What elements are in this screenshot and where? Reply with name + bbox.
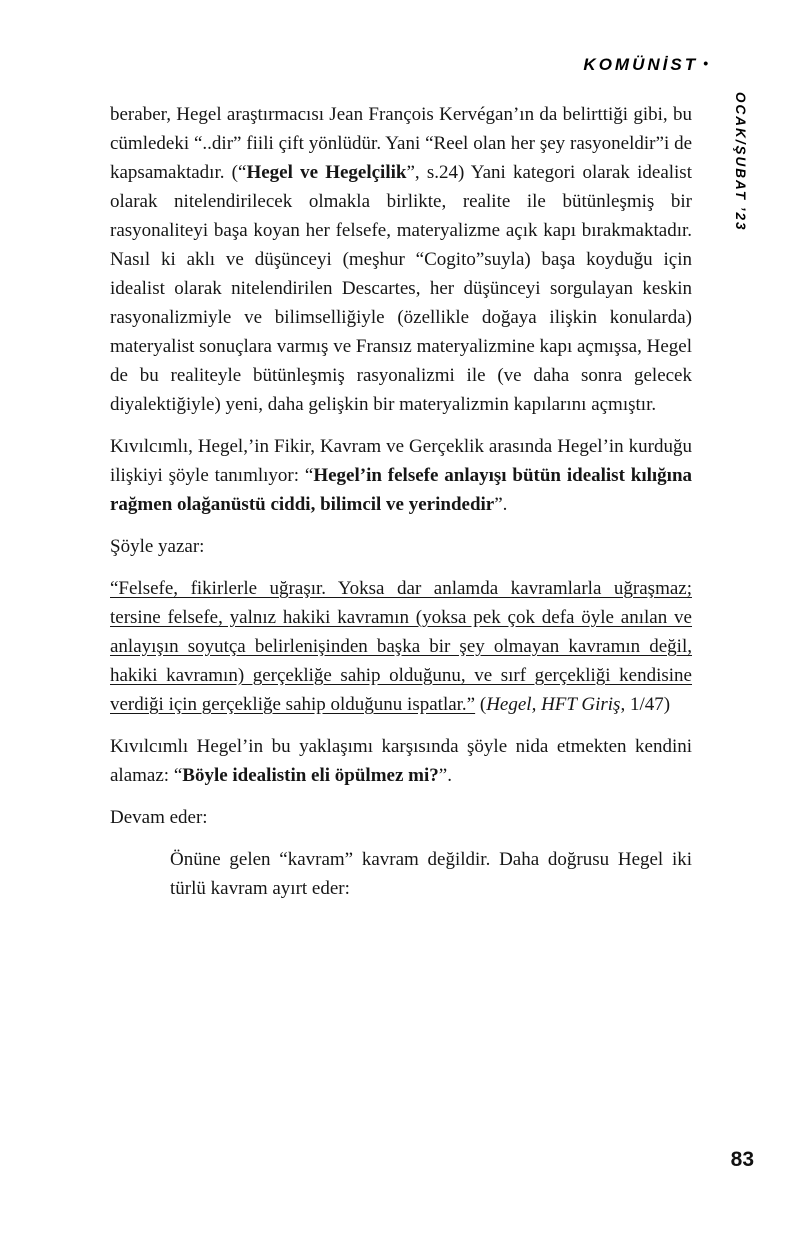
text-run: ”. (438, 765, 452, 786)
text-run: ”. (494, 494, 508, 515)
underlined-quote-run: “Felsefe, fikirlerle uğraşır. Yoksa dar anlamda kavramlarla uğraşmaz; tersine felsefe, yalnız hakiki kavramın (yoksa pek çok defa öyle anılan ve anlayışın soyutça belirlenişinden başka bir şey olmayan kavramın değil, hakiki kavramın) gerçekliğe sahip olduğunu, ve sırf gerçekliği kendisine verdiği için gerçekliğe sahip olduğunu ispatlar.” (110, 578, 692, 715)
text-run: Kıvılcımlı, Hegel,’in Fikir, Kavram ve Gerçeklik arasında Hegel’in kurduğu ilişkiyi şöyle tanımlıyor: “ (110, 436, 692, 486)
page-number: 83 (730, 1148, 754, 1171)
paragraph-6-indented: Önüne gelen “kavram” kavram değildir. Daha doğrusu Hegel iki türlü kavram ayırt eder: (170, 849, 692, 899)
paragraph-5: Devam eder: (110, 807, 208, 828)
paragraph-2 (110, 432, 692, 519)
text-run: beraber, Hegel araştırmacısı Jean François Kervégan’ın da belirttiği gibi, bu cümledeki “..dir” fiili çift yönlüdür. Yani “Reel olan her şey rasyoneldir”i de kapsamaktadır. (“ (110, 104, 692, 183)
journal-title-text: KOMÜNİST (583, 55, 699, 74)
body-text (110, 100, 692, 916)
issue-date-label: OCAK/ŞUBAT ’23 (733, 92, 748, 232)
bold-run-quote: Hegel’in felsefe anlayışı bütün idealist kılığına rağmen olağanüstü ciddi, bilimcil ve yerindedir (110, 465, 693, 515)
paragraph-3: Şöyle yazar: (110, 536, 205, 557)
paragraph-1 (110, 100, 692, 419)
bold-run-book-title: Hegel ve Hegelçilik (246, 162, 407, 183)
journal-bullet-icon: • (703, 55, 708, 71)
text-run: , 1/47) (620, 694, 671, 715)
text-run: Kıvılcımlı Hegel’in bu yaklaşımı karşısında şöyle nida etmekten kendini alamaz: “ (110, 736, 692, 786)
bold-run-exclamation: Böyle idealistin eli öpülmez mi? (182, 765, 439, 786)
text-run: ”, s.24) Yani kategori olarak idealist olarak nitelendirilecek olmakla birlikte, realite ile bütünleşmiş bir rasyonaliteyi başa koyan her felsefe, materyalizme açık kapı bırakmaktadır. Nasıl ki aklı ve düşünceyi (meşhur “Cogito”suyla) başa koyduğu için idealist olarak nitelendirilen Descartes, her düşünceyi sorgulayan keskin rasyonalizmiyle ve bilimselliğiyle (özellikle doğaya ilişkin konularda) materyalist sonuçlara varmış ve Fransız materyalizmine kapı açmışsa, Hegel de bu realiteyle bütünleşmiş rasyonalizmi ile (ve daha sonra gelecek diyalektiğiyle) yeni, daha gelişkin bir materyalizmin kapılarını açmıştır. (110, 162, 692, 415)
journal-title (583, 55, 708, 75)
text-run: ( (475, 694, 487, 715)
citation-italic-run: Hegel, HFT Giriş (486, 694, 621, 715)
paragraph-4 (110, 732, 692, 790)
blockquote (110, 574, 692, 719)
